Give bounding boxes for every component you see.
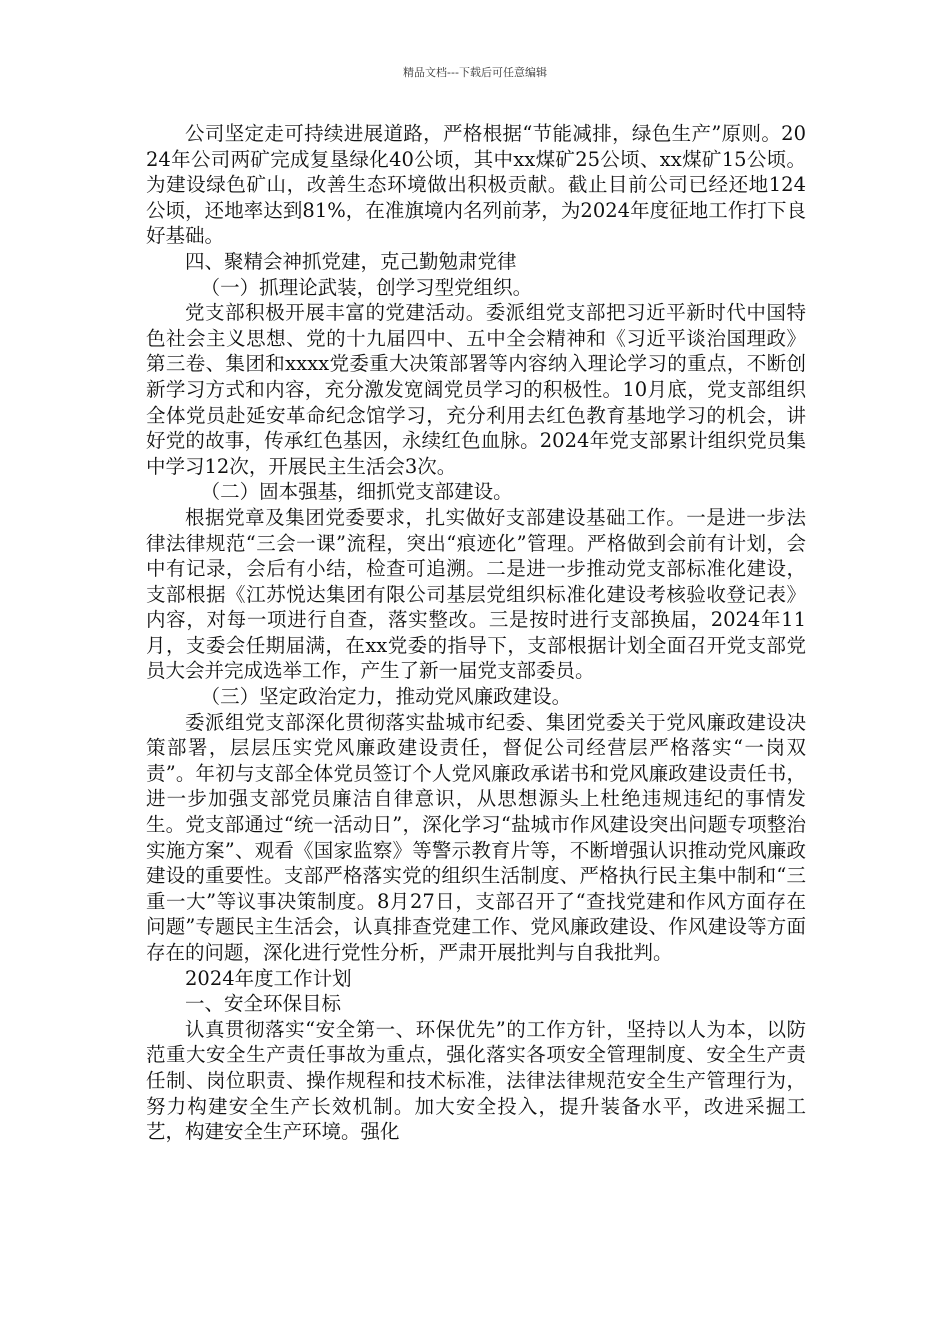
paragraph-branch-construction: 根据党章及集团党委要求，扎实做好支部建设基础工作。一是进一步法律法律规范“三会一课”流程，突出“痕迹化”管理。严格做到会前有计划，会中有记录，会后有小结，检查可追溯。二是进一步推动党支部标准化建设，支部根据《江苏悦达集团有限公司基层党组织标准化建设考核验收登记表》内容，对每一项进行自查，落实整改。三是按时进行支部换届，2024年11月，支委会任期届满，在xx党委的指导下，支部根据计划全面召开党支部党员大会并完成选举工作，产生了新一届党支部委员。 — [146, 505, 806, 683]
section-heading-work-plan: 2024年度工作计划 — [185, 966, 352, 990]
page-header: 精品文档---下载后可任意编辑 — [403, 66, 547, 79]
section-heading-party-building: 四、聚精会神抓党建，克己勤勉肃党律 — [185, 249, 517, 273]
paragraph-party-activities: 党支部积极开展丰富的党建活动。委派组党支部把习近平新时代中国特色社会主义思想、党的十九届四中、五中全会精神和《习近平谈治国理政》第三卷、集团和xxxx党委重大决策部署等内容纳入理论学习的重点，不断创新学习方式和内容，充分激发宽阔党员学习的积极性。10月底，党支部组织全体党员赴延安革命纪念馆学习，充分利用去红色教育基地学习的机会，讲好党的故事，传承红色基因，永续红色血脉。2024年党支部累计组织党员集中学习12次，开展民主生活会3次。 — [146, 301, 806, 478]
subheading-branch-construction: （二）固本强基，细抓党支部建设。 — [200, 480, 513, 504]
document-body — [146, 121, 806, 1145]
paragraph-land-reclamation: 公司坚定走可持续进展道路，严格根据“节能减排，绿色生产”原则。2024年公司两矿完成复垦绿化40公顷，其中xx煤矿25公顷、xx煤矿15公顷。为建设绿色矿山，改善生态环境做出积极贡献。截止目前公司已经还地124公顷，还地率达到81%，在准旗境内名列前茅，为2024年度征地工作打下良好基础。 — [146, 122, 806, 248]
paragraph-clean-governance: 委派组党支部深化贯彻落实盐城市纪委、集团党委关于党风廉政建设决策部署，层层压实党风廉政建设责任，督促公司经营层严格落实“一岗双责”。年初与支部全体党员签订个人党风廉政承诺书和党风廉政建设责任书，进一步加强支部党员廉洁自律意识，从思想源头上杜绝违规违纪的事情发生。党支部通过“统一活动日”，深化学习“盐城市作风建设突出问题专项整治实施方案”、观看《国家监察》等警示教育片等，不断增强认识推动党风廉政建设的重要性。支部严格落实党的组织生活制度、严格执行民主集中制和“三重一大”等议事决策制度。8月27日，支部召开了“查找党建和作风方面存在问题”专题民主生活会，认真排查党建工作、党风廉政建设、作风建设等方面存在的问题，深化进行党性分析，严肃开展批判与自我批判。 — [146, 710, 806, 964]
subheading-clean-governance: （三）坚定政治定力，推动党风廉政建设。 — [200, 685, 572, 709]
subheading-theory-study: （一）抓理论武装，创学习型党组织。 — [200, 275, 533, 299]
paragraph-safety-goals: 认真贯彻落实“安全第一、环保优先”的工作方针，坚持以人为本，以防范重大安全生产责任事故为重点，强化落实各项安全管理制度、安全生产责任制、岗位职责、操作规程和技术标准，法律法律规范安全生产管理行为，努力构建安全生产长效机制。加大安全投入，提升装备水平，改进采掘工艺，构建安全生产环境。强化 — [146, 1017, 806, 1144]
section-heading-safety-goals: 一、安全环保目标 — [185, 992, 342, 1016]
